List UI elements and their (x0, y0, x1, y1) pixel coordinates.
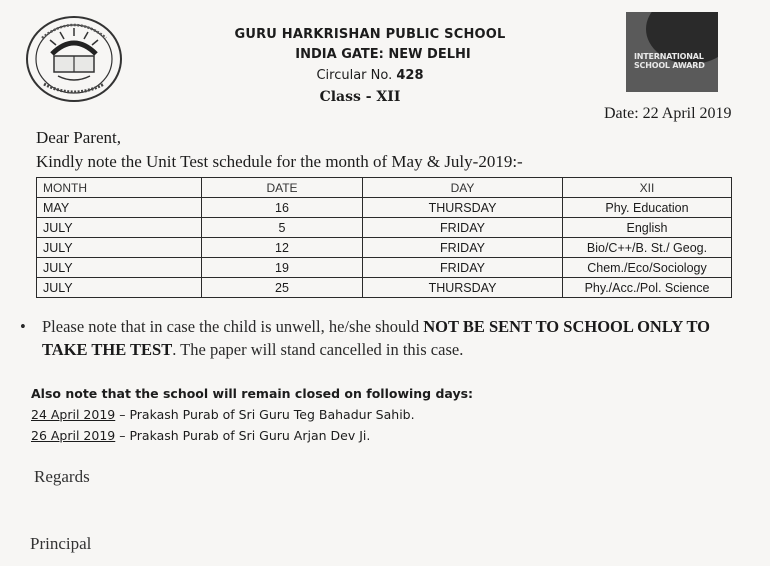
cell-subject: Phy. Education (563, 198, 732, 218)
award-text: INTERNATIONAL SCHOOL AWARD (634, 52, 705, 70)
school-closed-days (31, 383, 731, 446)
signatory: Principal (30, 534, 92, 553)
salutation: Dear Parent, (36, 128, 121, 147)
header-month: MONTH (37, 178, 202, 198)
header-date: DATE (202, 178, 363, 198)
cell-day: FRIDAY (363, 218, 563, 238)
header-subject: XII (563, 178, 732, 198)
cell-subject: Chem./Eco/Sociology (563, 258, 732, 278)
cell-date: 5 (202, 218, 363, 238)
closed-reason: – Prakash Purab of Sri Guru Arjan Dev Ji. (115, 428, 371, 443)
circular-date: Date: 22 April 2019 (604, 105, 732, 122)
note-body (20, 315, 750, 361)
cell-subject: Phy./Acc./Pol. Science (563, 278, 732, 298)
unit-test-schedule-table (36, 177, 732, 298)
note-text-1: Please note that in case the child is unwell, he/she should (42, 317, 424, 336)
table-row (37, 258, 732, 278)
cell-day: FRIDAY (363, 238, 563, 258)
cell-month: JULY (37, 258, 202, 278)
cell-month: JULY (37, 218, 202, 238)
list-item (31, 425, 731, 446)
circular-label: Circular No. (316, 68, 393, 83)
note-text-2: . The paper will stand cancelled in this case. (172, 340, 464, 359)
table-row (37, 198, 732, 218)
sick-child-note (20, 315, 750, 361)
closed-date: 26 April 2019 (31, 428, 116, 443)
closed-reason: – Prakash Purab of Sri Guru Teg Bahadur Sahib. (115, 407, 415, 422)
cell-day: THURSDAY (363, 278, 563, 298)
closed-date: 24 April 2019 (31, 407, 116, 422)
school-address: INDIA GATE: NEW DELHI (295, 47, 471, 62)
cell-month: JULY (37, 278, 202, 298)
intro-text: Kindly note the Unit Test schedule for the month of May & July-2019:- (36, 152, 523, 171)
cell-day: THURSDAY (363, 198, 563, 218)
regards: Regards (34, 467, 90, 486)
closed-days-heading: Also note that the school will remain closed on following days: (31, 386, 474, 401)
bullet-icon: • (20, 317, 26, 336)
school-name: GURU HARKRISHAN PUBLIC SCHOOL (234, 27, 506, 42)
table-header-row (37, 178, 732, 198)
cell-subject: English (563, 218, 732, 238)
table-row (37, 218, 732, 238)
table-row (37, 278, 732, 298)
table-row (37, 238, 732, 258)
header-day: DAY (363, 178, 563, 198)
cell-day: FRIDAY (363, 258, 563, 278)
note-emphasis: NOT BE SENT TO SCHOOL ONLY TO TAKE THE TEST (42, 317, 710, 359)
circular-no: 428 (396, 68, 424, 83)
list-item (31, 404, 731, 425)
cell-month: JULY (37, 238, 202, 258)
circular-number (0, 68, 740, 83)
cell-date: 19 (202, 258, 363, 278)
cell-month: MAY (37, 198, 202, 218)
cell-subject: Bio/C++/B. St./ Geog. (563, 238, 732, 258)
cell-date: 16 (202, 198, 363, 218)
class-line: Class - XII (319, 89, 401, 105)
cell-date: 25 (202, 278, 363, 298)
cell-date: 12 (202, 238, 363, 258)
